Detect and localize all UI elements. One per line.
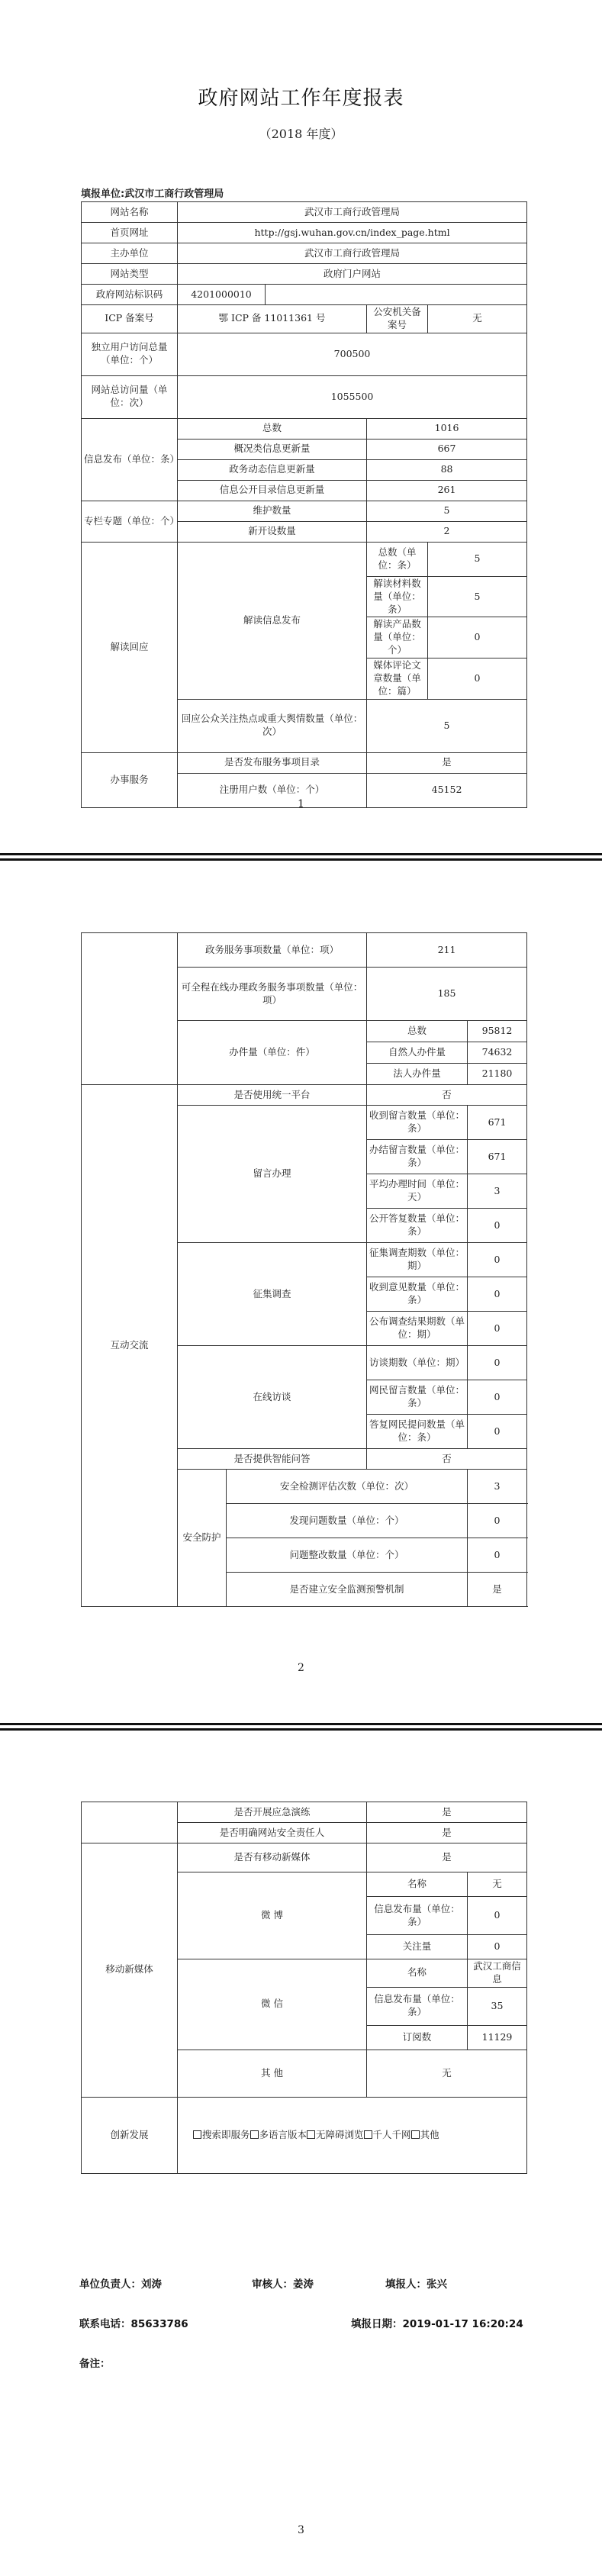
mobile-media-table <box>81 1802 527 2174</box>
table-row <box>82 243 527 264</box>
sub-label: 安全检测评估次数（单位：次） <box>227 1470 468 1504</box>
sub-value: 11129 <box>468 2025 527 2050</box>
sub-value: 5 <box>428 542 527 576</box>
sub-value: 671 <box>468 1140 527 1174</box>
page-separator <box>0 853 602 861</box>
sub-label: 是否发布服务事项目录 <box>178 752 367 773</box>
sub-value: 0 <box>468 1277 527 1312</box>
site-name-value: 武汉市工商行政管理局 <box>178 202 527 223</box>
option-personalized[interactable]: 千人千网 <box>364 2129 411 2140</box>
message-label: 留言办理 <box>178 1106 367 1243</box>
weibo-label: 微 博 <box>178 1872 367 1959</box>
basic-info-table <box>81 201 527 808</box>
option-other[interactable]: 其他 <box>411 2129 439 2140</box>
checkbox-icon[interactable] <box>364 2130 372 2139</box>
sub-label: 发现问题数量（单位：个） <box>227 1504 468 1538</box>
sponsor-value: 武汉市工商行政管理局 <box>178 243 527 264</box>
remarks: 备注： <box>79 2358 111 2370</box>
visits-value: 1055500 <box>178 375 527 418</box>
interaction-label: 互动交流 <box>82 1085 178 1607</box>
police-record-value: 无 <box>428 305 527 333</box>
sub-label: 是否明确网站安全责任人 <box>178 1823 367 1843</box>
report-date: 填报日期：2019-01-17 16:20:24 <box>351 2318 523 2330</box>
sub-label: 新开设数量 <box>178 521 367 542</box>
page-number: 2 <box>298 1662 304 1674</box>
sub-label: 总数（单位：条） <box>367 542 428 576</box>
unit-head: 单位负责人：刘涛 <box>79 2278 162 2291</box>
page-separator <box>0 1723 602 1731</box>
row-label: 首页网址 <box>82 223 178 243</box>
empty-cell <box>82 933 178 1085</box>
innovation-options <box>178 2097 527 2173</box>
sub-value: 5 <box>428 576 527 617</box>
sub-label: 公开答复数量（单位：条） <box>367 1209 468 1243</box>
sub-value: 88 <box>367 459 527 480</box>
sub-label: 政务动态信息更新量 <box>178 459 367 480</box>
info-pub-label: 信息发布（单位：条） <box>82 418 178 501</box>
report-page-1 <box>0 0 602 853</box>
interpret-label: 解读回应 <box>82 542 178 752</box>
report-page-2 <box>0 861 602 1723</box>
sub-value: 0 <box>428 617 527 658</box>
security-label: 安全防护 <box>178 1470 227 1607</box>
table-row <box>82 418 527 439</box>
sub-label: 法人办件量 <box>367 1064 468 1085</box>
empty-cell <box>82 1802 178 1843</box>
sub-value: 无 <box>468 1872 527 1897</box>
icp-value: 鄂 ICP 备 11011361 号 <box>178 305 367 333</box>
option-accessibility[interactable]: 无障碍浏览 <box>307 2129 364 2140</box>
checkbox-icon[interactable] <box>193 2130 201 2139</box>
sub-value: 671 <box>468 1106 527 1140</box>
sub-value: 0 <box>468 1415 527 1449</box>
sub-label: 问题整改数量（单位：个） <box>227 1538 468 1573</box>
sub-label: 可全程在线办理政务服务事项数量（单位：项） <box>178 968 367 1021</box>
row-label: 政府网站标识码 <box>82 285 178 305</box>
sub-value: 是 <box>367 1823 527 1843</box>
sub-value: 21180 <box>468 1064 527 1085</box>
sub-value: 35 <box>468 1987 527 2025</box>
sub-label: 信息发布量（单位：条） <box>367 1897 468 1935</box>
table-row <box>82 264 527 285</box>
sub-value: 211 <box>367 933 527 968</box>
sub-label: 关注量 <box>367 1935 468 1959</box>
sub-value: 武汉工商信息 <box>468 1959 527 1988</box>
sub-label: 回应公众关注热点或重大舆情数量（单位：次） <box>178 699 367 752</box>
sub-label: 是否建立安全监测预警机制 <box>227 1573 468 1607</box>
contact-phone: 联系电话：85633786 <box>79 2318 188 2330</box>
sub-value: 0 <box>468 1312 527 1346</box>
sub-label: 收到留言数量（单位：条） <box>367 1106 468 1140</box>
sub-value: 0 <box>468 1346 527 1380</box>
sub-label: 媒体评论文章数量（单位：篇） <box>367 658 428 700</box>
table-row <box>82 375 527 418</box>
sub-label: 自然人办件量 <box>367 1042 468 1064</box>
sub-label: 注册用户数（单位：个） <box>178 773 367 807</box>
site-id-value: 4201000010 <box>178 285 266 305</box>
sub-label: 是否提供智能问答 <box>178 1449 367 1470</box>
sub-label: 概况类信息更新量 <box>178 439 367 459</box>
sub-label: 网民留言数量（单位：条） <box>367 1380 468 1415</box>
sub-value: 74632 <box>468 1042 527 1064</box>
other-value: 无 <box>367 2050 527 2097</box>
sub-label: 总数 <box>178 418 367 439</box>
sub-label: 信息公开目录信息更新量 <box>178 480 367 501</box>
sub-value: 3 <box>468 1470 527 1504</box>
special-label: 专栏专题（单位：个） <box>82 501 178 542</box>
empty-cell <box>266 285 527 305</box>
page-number: 1 <box>298 798 304 810</box>
row-label: 网站总访问量（单位：次） <box>82 375 178 418</box>
table-row <box>82 933 527 968</box>
info-total-value: 1016 <box>367 418 527 439</box>
site-type-value: 政府门户网站 <box>178 264 527 285</box>
report-year: （2018 年度） <box>259 127 343 141</box>
filler-unit: 填报单位:武汉市工商行政管理局 <box>81 188 224 200</box>
sub-value: 0 <box>428 658 527 700</box>
row-label: 独立用户访问总量（单位：个） <box>82 333 178 375</box>
option-multilingual[interactable]: 多语言版本 <box>250 2129 307 2140</box>
reporter: 填报人：张兴 <box>385 2278 447 2291</box>
checkbox-icon[interactable] <box>411 2130 420 2139</box>
sub-value: 3 <box>468 1174 527 1209</box>
sub-label: 访谈期数（单位：期） <box>367 1346 468 1380</box>
visitors-value: 700500 <box>178 333 527 375</box>
reviewer: 审核人：姜涛 <box>252 2278 314 2291</box>
wechat-label: 微 信 <box>178 1959 367 2050</box>
table-row <box>82 223 527 243</box>
row-label: ICP 备案号 <box>82 305 178 333</box>
sub-label: 公布调查结果期数（单位：期） <box>367 1312 468 1346</box>
table-row <box>82 2097 527 2173</box>
sub-value: 95812 <box>468 1021 527 1042</box>
sub-value: 45152 <box>367 773 527 807</box>
sub-label: 维护数量 <box>178 501 367 521</box>
page-number: 3 <box>298 2524 304 2536</box>
checkbox-icon[interactable] <box>307 2130 315 2139</box>
sub-value: 185 <box>367 968 527 1021</box>
table-row <box>82 285 527 305</box>
sub-label: 总数 <box>367 1021 468 1042</box>
sub-label: 名称 <box>367 1872 468 1897</box>
sub-value: 0 <box>468 1538 527 1573</box>
sub-label: 答复网民提问数量（单位：条） <box>367 1415 468 1449</box>
sub-label: 解读材料数量（单位：条） <box>367 576 428 617</box>
row-label: 主办单位 <box>82 243 178 264</box>
table-row <box>82 501 527 521</box>
table-row <box>82 305 527 333</box>
sub-label: 办结留言数量（单位：条） <box>367 1140 468 1174</box>
sub-value: 0 <box>468 1380 527 1415</box>
option-search-service[interactable]: 搜索即服务 <box>193 2129 250 2140</box>
sub-value: 是 <box>367 752 527 773</box>
table-row <box>82 202 527 223</box>
other-label: 其 他 <box>178 2050 367 2097</box>
report-page-3 <box>0 1731 602 2576</box>
checkbox-icon[interactable] <box>250 2130 259 2139</box>
sub-label: 是否使用统一平台 <box>178 1085 367 1106</box>
handling-label: 办件量（单位：件） <box>178 1021 367 1085</box>
row-label: 网站类型 <box>82 264 178 285</box>
service-interaction-table <box>81 932 527 1607</box>
sub-label: 信息发布量（单位：条） <box>367 1987 468 2025</box>
table-row <box>82 542 527 576</box>
police-record-label: 公安机关备案号 <box>367 305 428 333</box>
sub-label: 是否开展应急演练 <box>178 1802 367 1823</box>
report-title: 政府网站工作年度报表 <box>198 87 404 110</box>
sub-value: 否 <box>367 1085 527 1106</box>
sub-value: 0 <box>468 1504 527 1538</box>
table-row <box>82 1843 527 1872</box>
service-label: 办事服务 <box>82 752 178 807</box>
sub-value: 0 <box>468 1935 527 1959</box>
sub-label: 征集调查期数（单位：期） <box>367 1243 468 1277</box>
row-label: 网站名称 <box>82 202 178 223</box>
sub-value: 否 <box>367 1449 527 1470</box>
mobile-label: 移动新媒体 <box>82 1843 178 2098</box>
sub-label: 订阅数 <box>367 2025 468 2050</box>
sub-value: 261 <box>367 480 527 501</box>
sub-value: 0 <box>468 1897 527 1935</box>
sub-value: 0 <box>468 1243 527 1277</box>
homepage-url-value: http://gsj.wuhan.gov.cn/index_page.html <box>178 223 527 243</box>
sub-value: 是 <box>367 1843 527 1872</box>
sub-value: 是 <box>468 1573 527 1607</box>
interview-label: 在线访谈 <box>178 1346 367 1449</box>
sub-value: 667 <box>367 439 527 459</box>
sub-label: 是否有移动新媒体 <box>178 1843 367 1872</box>
sub-label: 解读产品数量（单位：个） <box>367 617 428 658</box>
sub-label: 名称 <box>367 1959 468 1988</box>
table-row <box>82 1802 527 1823</box>
sub-label: 平均办理时间（单位：天） <box>367 1174 468 1209</box>
sub-value: 2 <box>367 521 527 542</box>
table-row <box>82 752 527 773</box>
sub-label: 收到意见数量（单位：条） <box>367 1277 468 1312</box>
table-row <box>82 333 527 375</box>
sub-value: 5 <box>367 699 527 752</box>
sub-value: 是 <box>367 1802 527 1823</box>
sub-value: 0 <box>468 1209 527 1243</box>
interpret-sub-label: 解读信息发布 <box>178 542 367 699</box>
sub-value: 5 <box>367 501 527 521</box>
survey-label: 征集调查 <box>178 1243 367 1346</box>
table-row <box>82 1085 527 1106</box>
sub-label: 政务服务事项数量（单位：项） <box>178 933 367 968</box>
innovation-label: 创新发展 <box>82 2097 178 2173</box>
